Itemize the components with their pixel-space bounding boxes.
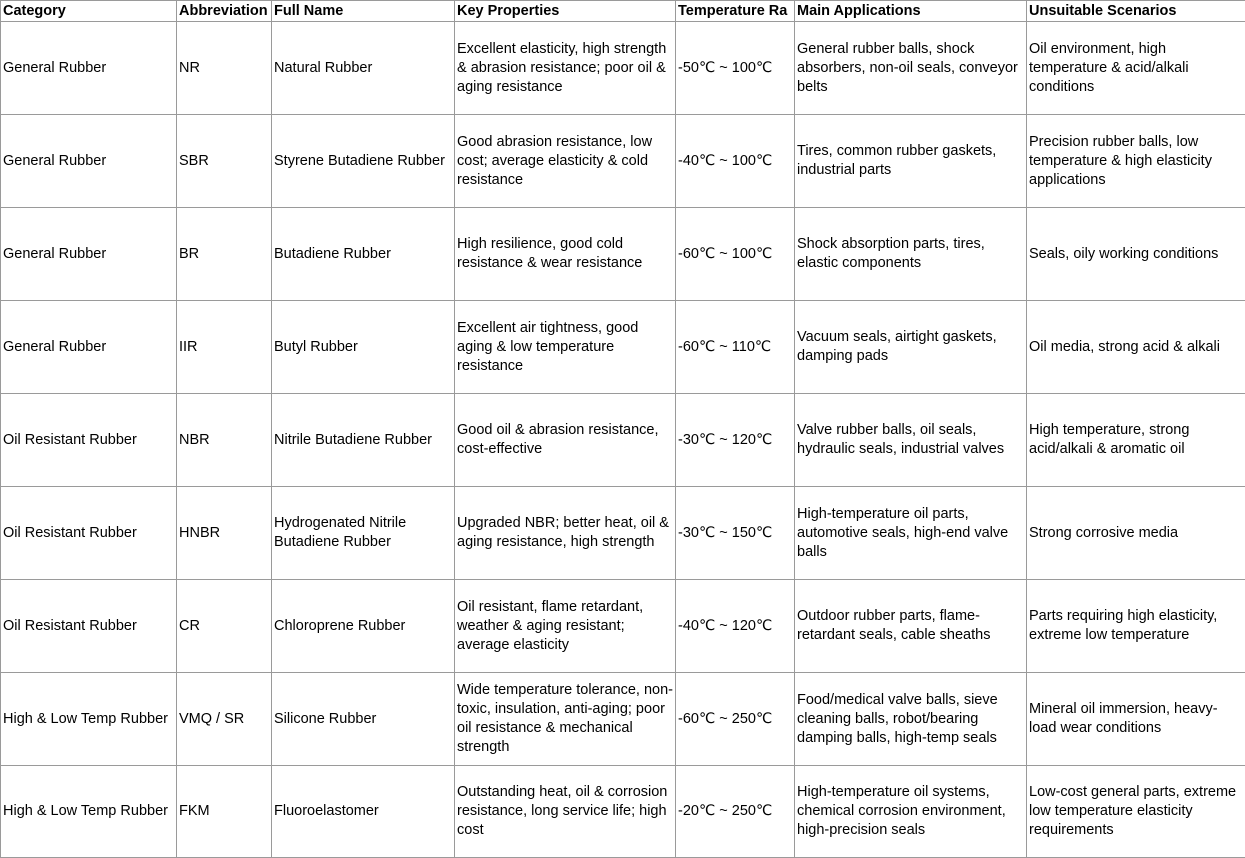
cell-unsuitable-scenarios: High temperature, strong acid/alkali & aromatic oil [1027,394,1245,487]
cell-key-properties: Upgraded NBR; better heat, oil & aging resistance, high strength [455,487,676,580]
header-full-name: Full Name [272,1,455,22]
cell-main-applications: Tires, common rubber gaskets, industrial parts [795,115,1027,208]
cell-unsuitable-scenarios: Mineral oil immersion, heavy-load wear conditions [1027,673,1245,766]
cell-category: General Rubber [1,208,177,301]
cell-unsuitable-scenarios: Seals, oily working conditions [1027,208,1245,301]
cell-temperature-range: -30℃ ~ 120℃ [676,394,795,487]
cell-main-applications: Vacuum seals, airtight gaskets, damping pads [795,301,1027,394]
cell-key-properties: Good oil & abrasion resistance, cost-effective [455,394,676,487]
cell-main-applications: Shock absorption parts, tires, elastic components [795,208,1027,301]
header-main-applications: Main Applications [795,1,1027,22]
cell-full-name: Chloroprene Rubber [272,580,455,673]
cell-key-properties: Excellent elasticity, high strength & abrasion resistance; poor oil & aging resistance [455,22,676,115]
cell-full-name: Natural Rubber [272,22,455,115]
cell-main-applications: Food/medical valve balls, sieve cleaning balls, robot/bearing damping balls, high-temp seals [795,673,1027,766]
cell-category: Oil Resistant Rubber [1,487,177,580]
cell-unsuitable-scenarios: Strong corrosive media [1027,487,1245,580]
cell-temperature-range: -60℃ ~ 100℃ [676,208,795,301]
cell-category: Oil Resistant Rubber [1,580,177,673]
cell-key-properties: Excellent air tightness, good aging & low temperature resistance [455,301,676,394]
table-row [1,487,1245,580]
header-key-properties: Key Properties [455,1,676,22]
cell-full-name: Silicone Rubber [272,673,455,766]
cell-main-applications: General rubber balls, shock absorbers, non-oil seals, conveyor belts [795,22,1027,115]
cell-temperature-range: -40℃ ~ 120℃ [676,580,795,673]
cell-abbreviation: HNBR [177,487,272,580]
cell-abbreviation: IIR [177,301,272,394]
cell-main-applications: Valve rubber balls, oil seals, hydraulic seals, industrial valves [795,394,1027,487]
cell-abbreviation: FKM [177,766,272,858]
header-abbreviation: Abbreviation [177,1,272,22]
cell-key-properties: Wide temperature tolerance, non-toxic, insulation, anti-aging; poor oil resistance & mechanical strength [455,673,676,766]
table-row [1,766,1245,858]
cell-full-name: Fluoroelastomer [272,766,455,858]
cell-category: High & Low Temp Rubber [1,673,177,766]
header-row [1,1,1245,22]
cell-abbreviation: NR [177,22,272,115]
cell-unsuitable-scenarios: Low-cost general parts, extreme low temperature elasticity requirements [1027,766,1245,858]
cell-full-name: Styrene Butadiene Rubber [272,115,455,208]
cell-abbreviation: BR [177,208,272,301]
table-row [1,115,1245,208]
cell-unsuitable-scenarios: Precision rubber balls, low temperature & high elasticity applications [1027,115,1245,208]
cell-key-properties: High resilience, good cold resistance & wear resistance [455,208,676,301]
cell-full-name: Nitrile Butadiene Rubber [272,394,455,487]
header-unsuitable-scenarios: Unsuitable Scenarios [1027,1,1245,22]
table-row [1,673,1245,766]
cell-key-properties: Good abrasion resistance, low cost; average elasticity & cold resistance [455,115,676,208]
cell-category: Oil Resistant Rubber [1,394,177,487]
cell-unsuitable-scenarios: Parts requiring high elasticity, extreme low temperature [1027,580,1245,673]
cell-unsuitable-scenarios: Oil media, strong acid & alkali [1027,301,1245,394]
cell-full-name: Hydrogenated Nitrile Butadiene Rubber [272,487,455,580]
table-row [1,580,1245,673]
cell-abbreviation: CR [177,580,272,673]
header-temperature-range: Temperature Ra [676,1,795,22]
cell-category: High & Low Temp Rubber [1,766,177,858]
table-row [1,394,1245,487]
cell-full-name: Butyl Rubber [272,301,455,394]
cell-abbreviation: NBR [177,394,272,487]
cell-category: General Rubber [1,22,177,115]
cell-main-applications: High-temperature oil parts, automotive seals, high-end valve balls [795,487,1027,580]
table-row [1,208,1245,301]
cell-temperature-range: -60℃ ~ 110℃ [676,301,795,394]
cell-key-properties: Oil resistant, flame retardant, weather & aging resistant; average elasticity [455,580,676,673]
cell-abbreviation: VMQ / SR [177,673,272,766]
cell-category: General Rubber [1,301,177,394]
header-category: Category [1,1,177,22]
cell-main-applications: High-temperature oil systems, chemical corrosion environment, high-precision seals [795,766,1027,858]
cell-unsuitable-scenarios: Oil environment, high temperature & acid/alkali conditions [1027,22,1245,115]
cell-temperature-range: -30℃ ~ 150℃ [676,487,795,580]
cell-key-properties: Outstanding heat, oil & corrosion resistance, long service life; high cost [455,766,676,858]
cell-category: General Rubber [1,115,177,208]
cell-main-applications: Outdoor rubber parts, flame-retardant seals, cable sheaths [795,580,1027,673]
cell-temperature-range: -60℃ ~ 250℃ [676,673,795,766]
cell-temperature-range: -40℃ ~ 100℃ [676,115,795,208]
table-row [1,301,1245,394]
cell-abbreviation: SBR [177,115,272,208]
cell-temperature-range: -20℃ ~ 250℃ [676,766,795,858]
table-row [1,22,1245,115]
cell-temperature-range: -50℃ ~ 100℃ [676,22,795,115]
cell-full-name: Butadiene Rubber [272,208,455,301]
